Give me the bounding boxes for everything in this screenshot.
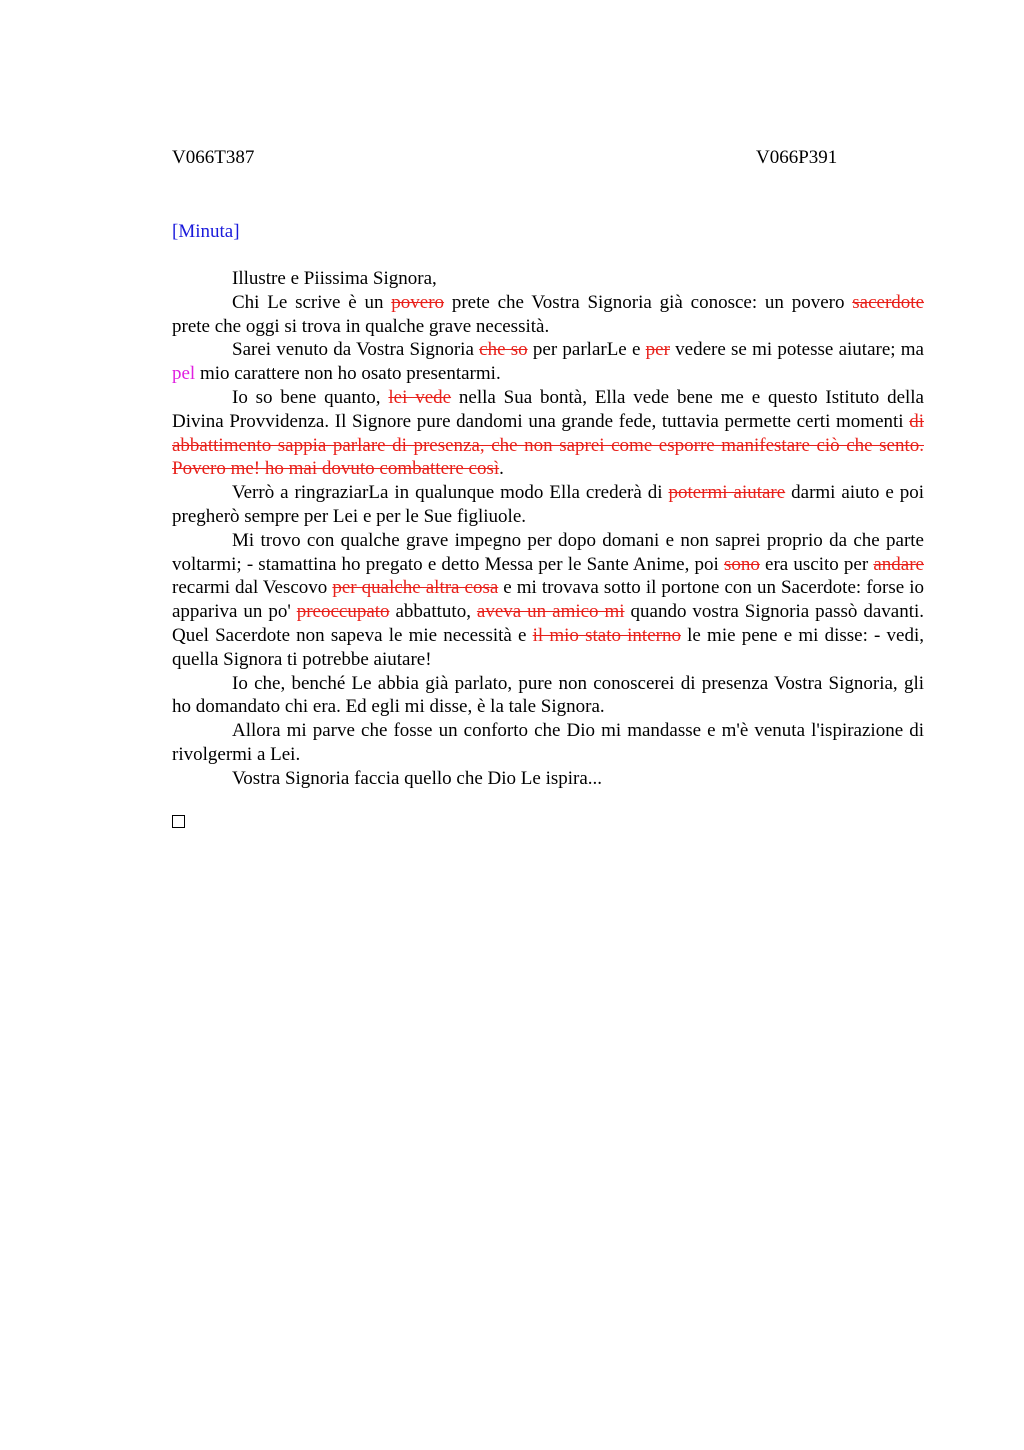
deleted-text: che so xyxy=(479,339,528,361)
letter-body xyxy=(172,267,924,791)
end-square-icon xyxy=(172,815,185,828)
document-page xyxy=(172,146,924,828)
text-span: prete che oggi si trova in qualche grave necessità. xyxy=(172,315,550,337)
text-span: Io so bene quanto, xyxy=(232,386,389,408)
deleted-text: per xyxy=(645,339,670,361)
text-span: era uscito per xyxy=(759,553,874,575)
deleted-text: aveva un amico mi xyxy=(476,601,625,623)
text-span: recarmi dal Vescovo xyxy=(172,577,333,599)
text-span: le mie pene e mi disse: - vedi, quella Signora ti potrebbe aiutare! xyxy=(172,624,924,670)
text-span: quando vostra Signoria passò davanti. Quel Sacerdote non sapeva le mie necessità e xyxy=(172,601,925,646)
deleted-text: per qualche altra cosa xyxy=(332,577,499,599)
header-left-code: V066T387 xyxy=(172,147,255,168)
text-span: Verrò a ringraziarLa in qualunque modo Ella crederà di xyxy=(232,482,669,504)
deleted-text: andare xyxy=(873,553,924,575)
salutation: Illustre e Piissima Signora, xyxy=(232,268,437,289)
deleted-text: di abbattimento sappia parlare di presenza, che non saprei come esporre manifestare ciò che sento. Povero me! ho mai dovuto combattere così xyxy=(172,410,924,480)
paragraph-8: Vostra Signoria faccia quello che Dio Le ispira... xyxy=(232,767,603,789)
deleted-text: preoccupato xyxy=(296,601,390,623)
paragraph-5 xyxy=(172,529,924,672)
text-span: abbattuto, xyxy=(389,601,477,623)
header-right-code: V066P391 xyxy=(756,147,838,168)
text-span: mio carattere non ho osato presentarmi. xyxy=(195,363,501,385)
paragraph-7: Allora mi parve che fosse un conforto che Dio mi mandasse e m'è venuta l'ispirazione di rivolgermi a Lei. xyxy=(172,720,924,765)
inserted-text: pel xyxy=(172,363,196,385)
deleted-text: sacerdote xyxy=(852,291,924,313)
deleted-text: sono xyxy=(723,553,760,575)
paragraph-2 xyxy=(172,338,924,386)
text-span: darmi aiuto e poi pregherò sempre per Lei e per le Sue figliuole. xyxy=(172,482,924,527)
text-span: nella Sua bontà, Ella vede bene me e questo Istituto della Divina Provvidenza. Il Signore pure dandomi una grande fede, tuttavia permette certi momenti xyxy=(172,386,924,432)
text-span: e mi trovava sotto il portone con un Sacerdote: forse io appariva un po' xyxy=(172,577,924,623)
text-span: . xyxy=(499,458,504,480)
text-span: prete che Vostra Signoria già conosce: un povero xyxy=(444,291,853,313)
deleted-text: il mio stato interno xyxy=(532,624,681,646)
text-span: Sarei venuto da Vostra Signoria xyxy=(232,339,480,361)
deleted-text: potermi aiutare xyxy=(668,482,786,504)
text-span: per parlarLe e xyxy=(527,339,646,361)
paragraph-3 xyxy=(172,386,924,481)
paragraph-6: Io che, benché Le abbia già parlato, pure non conoscerei di presenza Vostra Signoria, gli ho domandato chi era. Ed egli mi disse, è la tale Signora. xyxy=(172,672,924,718)
text-span: vedere se mi potesse aiutare; ma xyxy=(669,339,924,361)
deleted-text: povero xyxy=(391,291,445,313)
text-span: Mi trovo con qualche grave impegno per dopo domani e non saprei proprio da che parte voltarmi; - stamattina ho pregato e detto Messa per le Sante Anime, poi xyxy=(172,529,924,575)
text-span: Chi Le scrive è un xyxy=(232,291,392,313)
document-header xyxy=(172,146,924,170)
deleted-text: lei vede xyxy=(388,386,452,408)
paragraph-1 xyxy=(172,291,924,339)
paragraph-4 xyxy=(172,481,924,529)
minuta-note: [Minuta] xyxy=(172,221,240,242)
